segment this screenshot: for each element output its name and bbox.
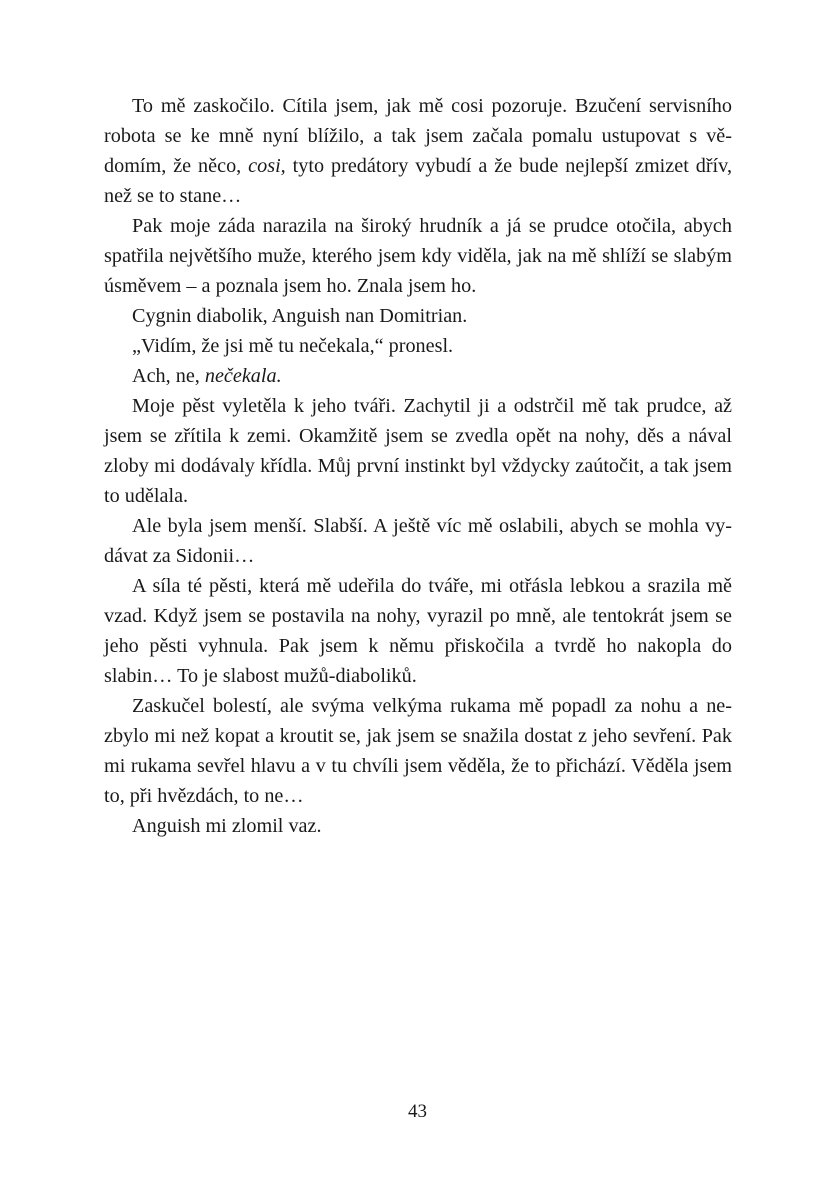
paragraph bbox=[104, 301, 732, 331]
text-run: Ale byla jsem menší. Slabší. A ještě víc mě oslabili, abych se mohla vydávat za Sidonii… bbox=[104, 515, 732, 567]
text-run: Pak moje záda narazila na široký hrudník a já se prudce otočila, abych spatřila největšího muže, kterého jsem kdy viděla, jak na mě shlíží se slabým úsměvem – a poznala jsem ho. Znala jsem ho. bbox=[104, 215, 732, 297]
body-text bbox=[104, 91, 732, 841]
paragraph bbox=[104, 691, 732, 811]
text-run: Anguish mi zlomil vaz. bbox=[132, 815, 322, 837]
paragraph bbox=[104, 91, 732, 211]
text-run: tyto predátory vybudí a že bude nejlepší zmizet dřív, než se to stane… bbox=[104, 155, 732, 207]
text-run: Moje pěst vyletěla k jeho tváři. Zachytil ji a odstrčil mě tak prudce, až jsem se zřítila k zemi. Okamžitě jsem se zvedla opět na nohy, děs a nával zloby mi dodávaly křídla. Můj první instinkt byl vždycky zaútočit, a tak jsem to udělala. bbox=[104, 395, 732, 507]
italic-text: cosi, bbox=[248, 155, 286, 177]
paragraph bbox=[104, 391, 732, 511]
text-run: „Vidím, že jsi mě tu nečekala,“ pronesl. bbox=[132, 335, 454, 357]
page-number: 43 bbox=[408, 1101, 427, 1122]
text-run: To mě zaskočilo. Cítila jsem, jak mě cosi pozoruje. Bzučení servisního robota se ke mně nyní blížilo, a tak jsem začala pomalu ustupovat s vědomím, že něco, bbox=[104, 95, 732, 177]
paragraph bbox=[104, 361, 732, 391]
paragraph bbox=[104, 331, 732, 361]
paragraph bbox=[104, 511, 732, 571]
text-run: Ach, ne, bbox=[132, 365, 205, 387]
text-run: A síla té pěsti, která mě udeřila do tváře, mi otřásla lebkou a srazila mě vzad. Když jsem se postavila na nohy, vyrazil po mně, ale tentokrát jsem se jeho pěsti vyhnula. Pak jsem k němu přiskočila a tvrdě ho nakopla do slabin… To je slabost mužů-diaboliků. bbox=[104, 575, 732, 687]
text-run: Zaskučel bolestí, ale svýma velkýma rukama mě popadl za nohu a nezbylo mi než kopat a kroutit se, jak jsem se snažila dostat z jeho sevření. Pak mi rukama sevřel hlavu a v tu chvíli jsem věděla, že to přichází. Věděla jsem to, při hvězdách, to ne… bbox=[104, 695, 732, 807]
italic-text: nečekala. bbox=[204, 365, 282, 387]
paragraph bbox=[104, 571, 732, 691]
text-run: Cygnin diabolik, Anguish nan Domitrian. bbox=[132, 305, 468, 327]
paragraph bbox=[104, 211, 732, 301]
paragraph bbox=[104, 811, 732, 841]
